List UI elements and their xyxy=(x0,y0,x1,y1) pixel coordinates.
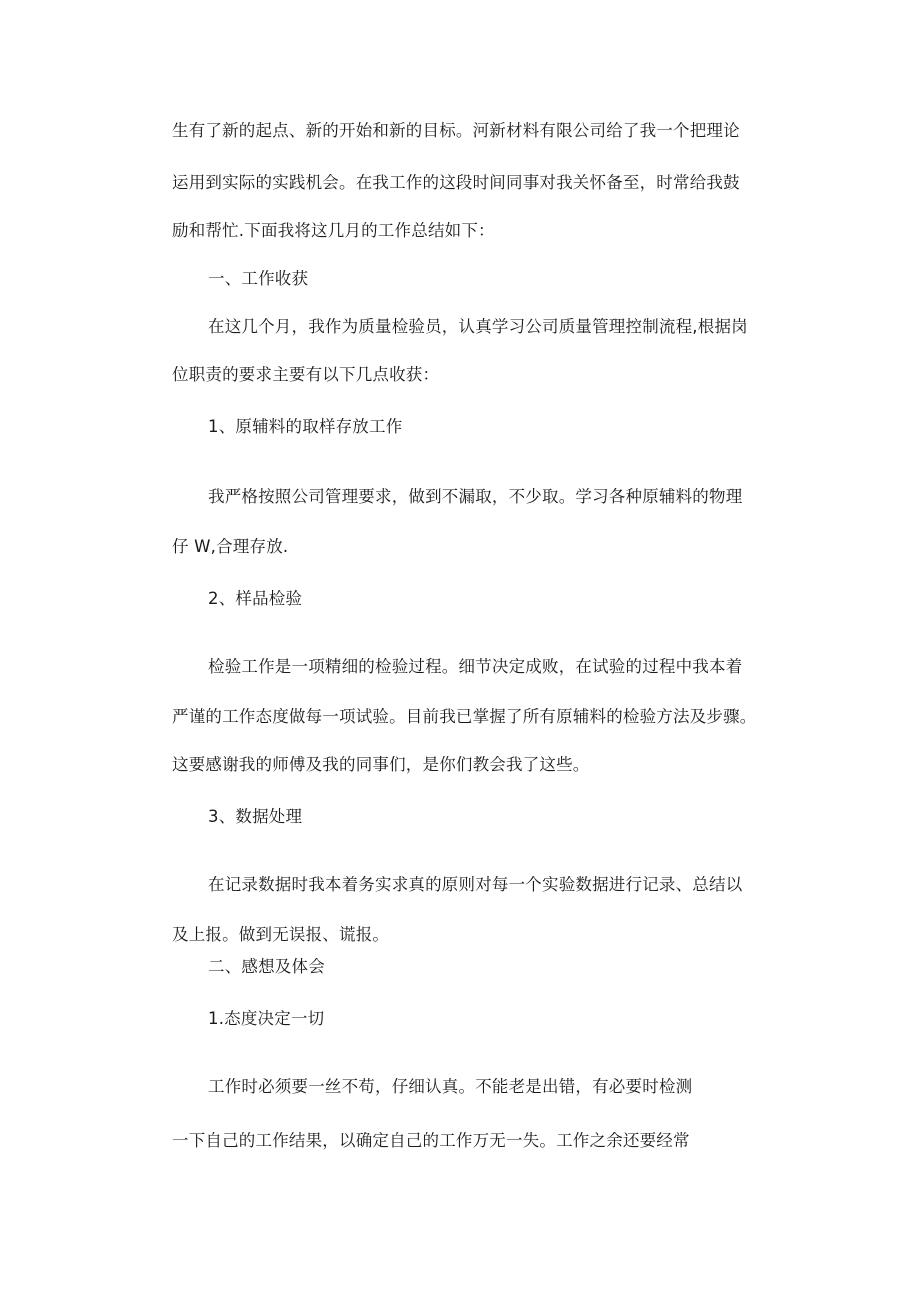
paragraph-line: 励和帮忙.下面我将这几月的工作总结如下： xyxy=(172,221,495,240)
paragraph-line: 我严格按照公司管理要求，做到不漏取，不少取。学习各种原辅料的物理 xyxy=(208,487,743,506)
subsection-heading: 1.态度决定一切 xyxy=(208,1009,325,1028)
paragraph-line: 及上报。做到无误报、谎报。 xyxy=(172,925,390,944)
paragraph-line: 这要感谢我的师傅及我的同事们，是你们教会我了这些。 xyxy=(172,755,590,774)
paragraph-line: 仔 W,合理存放. xyxy=(172,537,289,556)
paragraph-line: 工作时必须要一丝不苟，仔细认真。不能老是出错，有必要时检测 xyxy=(208,1077,693,1096)
subsection-heading: 3、数据处理 xyxy=(208,807,303,826)
paragraph-line: 在记录数据时我本着务实求真的原则对每一个实验数据进行记录、总结以 xyxy=(208,875,743,894)
paragraph-line: 严谨的工作态度做每一项试验。目前我已掌握了所有原辅料的检验方法及步骤。 xyxy=(172,707,757,726)
paragraph-line: 检验工作是一项精细的检验过程。细节决定成败，在试验的过程中我本着 xyxy=(208,657,743,676)
paragraph-line: 一下自己的工作结果，以确定自己的工作万无一失。工作之余还要经常 xyxy=(172,1131,690,1150)
section-heading: 二、感想及体会 xyxy=(208,957,325,976)
paragraph-line: 位职责的要求主要有以下几点收获： xyxy=(172,365,440,384)
section-heading: 一、工作收获 xyxy=(208,269,309,288)
subsection-heading: 1、原辅料的取样存放工作 xyxy=(208,417,403,436)
paragraph-line: 生有了新的起点、新的开始和新的目标。河新材料有限公司给了我一个把理论 xyxy=(172,121,740,140)
paragraph-line: 运用到实际的实践机会。在我工作的这段时间同事对我关怀备至，时常给我鼓 xyxy=(172,173,740,192)
paragraph-line: 在这几个月，我作为质量检验员，认真学习公司质量管理控制流程,根据岗 xyxy=(208,317,748,336)
subsection-heading: 2、样品检验 xyxy=(208,589,303,608)
